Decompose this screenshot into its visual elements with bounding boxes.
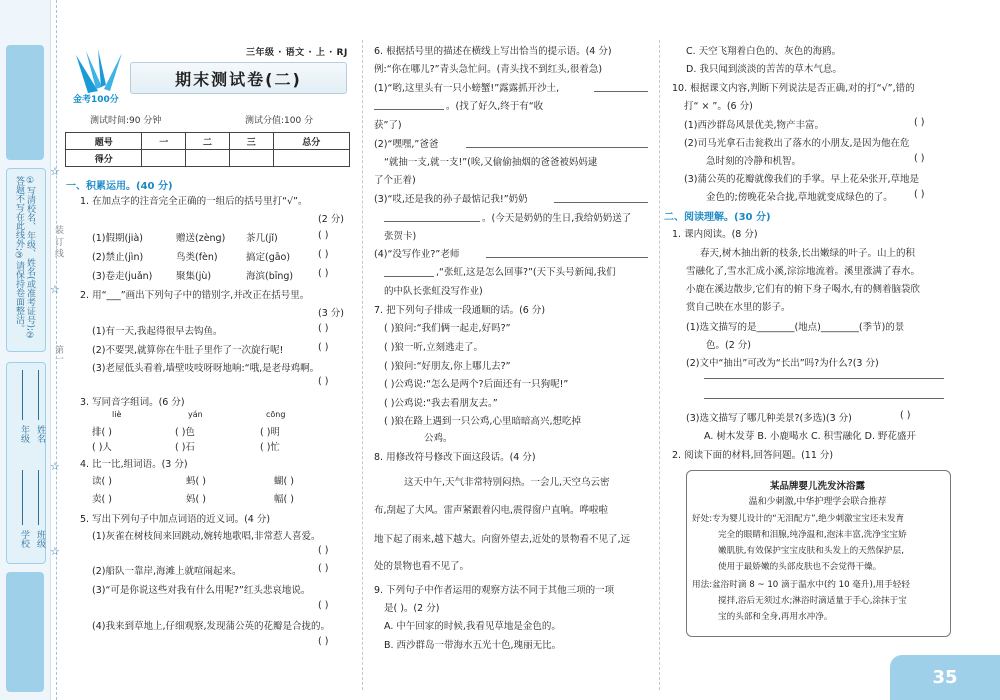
fill-word[interactable]: ( )明 [260,427,280,438]
answer-blank[interactable] [466,147,648,148]
fill-word[interactable]: 蝴( ) [274,476,294,487]
answer-blank[interactable] [594,91,648,92]
cut-line [56,0,57,700]
binding-strip [0,0,51,700]
sentence-text: (3)老屋低头看着,墙壁吱吱呀呀地响:“哦,是老母鸡啊。 [92,363,320,374]
sentence-text: (1)“哟,这里头有一只小螃蟹!”露露抓开沙土, [374,83,560,94]
field-name-line [38,370,39,420]
score-cell: 得分 [66,150,142,167]
star-icon: ☆ [50,460,60,473]
question-stem: 7. 把下列句子排成一段通顺的话。(6 分) [374,305,546,316]
star-icon: ☆ [50,283,60,296]
star-icon: ☆ [50,545,60,558]
fill-word[interactable]: 妈( ) [186,494,206,505]
order-item-tail: 公鸡。 [424,433,453,444]
statement-text: (3)蒲公英的花瓣就像我们的手掌。早上花朵张开,草地是 [684,174,919,185]
field-class-label: 班级 [35,530,45,548]
question-stem: 6. 根据括号里的描述在横线上写出恰当的提示语。(4 分) [374,46,612,57]
score-table [65,132,350,167]
question-stem: 9. 下列句子中作者运用的观察方法不同于其他三项的一项 [374,585,615,596]
passage-text: 赏自己映在水里的影子。 [686,302,791,313]
order-item[interactable]: ( )公鸡说:“我去看朋友去。” [384,398,498,409]
answer-bracket[interactable]: ( ) [914,189,925,200]
material-line: 宝的头部和全身,再用水冲净。 [718,612,833,622]
order-item[interactable]: ( )狼问:“好朋友,你上哪儿去?” [384,361,511,372]
answer-bracket[interactable]: ( ) [318,563,329,574]
sentence-text: (2)不要哭,就算你在牛肚子里作了一次旋行呢! [92,345,284,356]
sentence-text: (3)“哎,还是我的孙子最惦记我!”奶奶 [374,194,528,205]
answer-bracket[interactable]: ( ) [318,323,329,334]
option-text: (1)假期(jià) [92,233,143,244]
fill-word[interactable]: ( )石 [175,442,195,453]
passage-text: 春天,树木抽出新的枝条,长出嫩绿的叶子。山上的积 [700,248,916,259]
question-stem: 10. 根据课文内容,判断下列说法是否正确,对的打“√”,错的 [672,83,915,94]
fill-word[interactable]: 幅( ) [274,494,294,505]
material-line: 用法:盆浴时滴 8 ~ 10 滴于温水中(约 10 毫升),用手轻轻 [692,580,910,590]
statement-text: (2)司马光拿石击瓮救出了落水的小朋友,是因为他在危 [684,138,910,149]
question-stem: 3. 写同音字组词。(6 分) [80,397,185,408]
material-line: 搅拌,浴后无须过水;淋浴时滴适量于手心,涂抹于宝 [718,596,907,606]
question-stem: 4. 比一比,组词语。(3 分) [80,459,188,470]
choice-option[interactable]: A. 中午回家的时候,我看见草地是金色的。 [384,621,561,632]
sentence-text: 的中队长张虹没写作业) [384,286,483,297]
sentence-text: (4)“没写作业?”老师 [374,249,460,260]
sentence-text: (1)灰雀在树枝间来回跳动,婉转地歌唱,非常惹人喜爱。 [92,531,321,542]
question-stem-cont: 是( )。(2 分) [384,603,440,614]
field-grade-label: 年级 [19,425,29,443]
exam-time: 测试时间:90 分钟 [90,116,162,126]
score-cell: 题号 [66,133,142,150]
score-cell: 一 [142,133,186,150]
answer-bracket[interactable]: ( ) [318,249,329,260]
order-item[interactable]: ( )公鸡说:“怎么是两个?后面还有一只狗呢!” [384,379,569,390]
score-input-cell[interactable] [273,150,349,167]
field-school-line [22,470,23,525]
sentence-text: 了个正着) [374,175,416,186]
option-text: 赠送(zèng) [176,233,226,244]
score-cell: 三 [229,133,273,150]
fill-word[interactable]: 排( ) [92,427,112,438]
question-stem: 8. 用修改符号修改下面这段话。(4 分) [374,452,536,463]
score-cell: 二 [186,133,230,150]
answer-blank[interactable] [374,109,444,110]
score-input-cell[interactable] [142,150,186,167]
question-text: 色。(2 分) [706,340,751,351]
statement-text: 金色的;傍晚花朵合拢,草地就变成绿色的了。 [706,192,893,203]
answer-bracket[interactable]: ( ) [318,230,329,241]
field-grade-line [22,370,23,420]
pinyin-label: yán [188,410,203,419]
passage-text: 处的景物也看不见了。 [374,561,470,572]
exam-title: 期末测试卷(二) [130,62,347,94]
fill-word[interactable]: ( )人 [92,442,112,453]
order-item[interactable]: ( )狼问:“我们俩一起走,好吗?” [384,323,511,334]
score-table-score-row [66,150,350,167]
section-heading: 二、阅读理解。(30 分) [664,212,771,223]
material-title: 某品牌婴儿洗发沐浴露 [769,481,865,492]
score-cell: 总分 [273,133,349,150]
strip-tab-top [6,45,44,160]
pinyin-label: liè [112,410,122,419]
passage-text: 雪融化了,雪水汇成小溪,淙淙地流着。溪里涨满了春水。 [686,266,921,277]
statement-text: 急时刻的冷静和机智。 [706,156,802,167]
option-text: 茶几(jǐ) [246,233,278,244]
choice-option[interactable]: B. 西沙群岛一带海水五光十色,瑰丽无比。 [384,640,562,651]
option-text: (3)卷走(juǎn) [92,271,153,282]
fill-word[interactable]: 读( ) [92,476,112,487]
answer-blank[interactable] [384,276,434,277]
exam-total-score: 测试分值:100 分 [245,116,314,126]
binding-line-label: 装 订 线 [53,225,63,258]
sentence-text: ,“张虹,这是怎么回事?”(天下头号新闻,我们 [436,267,616,278]
question-stem: 1. 课内阅读。(8 分) [672,229,758,240]
answer-bracket[interactable]: ( ) [914,117,925,128]
answer-bracket[interactable]: ( ) [914,153,925,164]
sentence-text: 。(今天是奶奶的生日,我给奶奶送了 [482,213,632,224]
grade-label: 三年级 · 语文 · 上 · RJ [246,48,348,58]
material-line: 嫩肌肤,有效保护宝宝皮肤和头发上的天然保护层, [718,546,904,556]
question-text: (3)选文描写了哪几种美景?(多选)(3 分) [686,413,852,424]
question-stem: 2. 阅读下面的材料,回答问题。(11 分) [672,450,834,461]
answer-bracket[interactable]: ( ) [318,376,329,387]
answer-blank[interactable] [554,202,648,203]
section-heading: 一、积累运用。(40 分) [66,181,173,192]
score-input-cell[interactable] [186,150,230,167]
answer-blank[interactable] [486,257,648,258]
field-name-label: 姓名 [35,425,45,443]
sentence-text: “就抽一支,就一支!”(唉,又偷偷抽烟的爸爸被妈妈逮 [384,157,598,168]
passage-text: 布,刮起了大风。雷声紧跟着闪电,震得窗户直响。哗啦啦 [374,505,609,516]
material-line: 完全的眼睛和泪腺,纯净温和,泡沫丰富,洗净宝宝娇 [718,530,907,540]
column-divider [659,40,660,690]
order-item[interactable]: ( )狼在路上遇到一只公鸡,心里暗暗高兴,想吃掉 [384,416,581,427]
fill-word[interactable]: 卖( ) [92,494,112,505]
material-subtitle: 温和少刺激,中华护理学会联合推荐 [748,497,887,507]
column-divider [362,40,363,690]
question-stem-cont: 打“ × ”。(6 分) [684,101,753,112]
answer-line[interactable] [704,378,944,379]
answer-bracket[interactable]: ( ) [318,600,329,611]
answer-bracket[interactable]: ( ) [318,268,329,279]
brand-name: 金考100分 [73,95,119,105]
sentence-text: 。(找了好久,终于有“收 [446,101,544,112]
question-score: (2 分) [318,214,344,225]
question-stem: 2. 用“___”画出下列句子中的错别字,并改正在括号里。 [80,290,310,301]
answer-bracket[interactable]: ( ) [318,636,329,647]
choice-option[interactable]: D. 我只闻到淡淡的苦苦的草木气息。 [686,64,842,75]
page-number: 35 [890,655,1000,700]
question-stem: 1. 在加点字的注音完全正确的一组后的括号里打“√”。 [80,196,308,207]
option-text: 搞定(gāo) [246,252,291,263]
example-text: 例:“你在哪儿?”青头急忙问。(青头找不到红头,很着急) [374,64,603,75]
answer-bracket[interactable]: ( ) [900,410,911,421]
score-input-cell[interactable] [229,150,273,167]
star-icon: ☆ [50,165,60,178]
material-line: 使用于最娇嫩的头部皮肤也不会觉得干燥。 [718,562,882,572]
field-class-line [38,470,39,525]
question-text: (2)文中“抽出”可改为“长出”吗?为什么?(3 分) [686,358,879,369]
question-text: (1)选文描写的是________(地点)________(季节)的景 [686,322,905,333]
fill-word[interactable]: 蚂( ) [186,476,206,487]
question-stem: 5. 写出下列句子中加点词语的近义词。(4 分) [80,514,271,525]
sentence-text: (2)“嘿嘿,”爸爸 [374,139,439,150]
answer-bracket[interactable]: ( ) [318,545,329,556]
answer-line[interactable] [704,398,944,399]
field-school-label: 学校 [19,530,29,548]
option-text: 聚集(jù) [176,271,212,282]
strip-tab-bottom [6,572,44,692]
fill-word[interactable]: ( )色 [175,427,195,438]
binding-mid-label: 第一 [53,345,63,363]
sentence-text: 张贺卡) [384,231,417,242]
score-table-header-row [66,133,350,150]
passage-text: 地下起了雨来,越下越大。向窗外望去,近处的景物看不见了,远 [374,534,631,545]
statement-text: (1)西沙群岛风景优美,物产丰富。 [684,120,824,131]
question-score: (3 分) [318,308,344,319]
pinyin-label: cōng [266,410,286,419]
fill-word[interactable]: ( )忙 [260,442,280,453]
sentence-text: (4)我来到草地上,仔细观察,发现蒲公英的花瓣是合拢的。 [92,621,330,632]
option-text: 海滨(bīng) [246,271,294,282]
choice-option[interactable]: C. 天空飞翔着白色的、灰色的海鸥。 [686,46,842,57]
strip-notice: ①写清校名、年级、姓名(或准考证号);②答题不写在此线外;③请保持卷面整洁。 [14,176,35,342]
sentence-text: (1)有一天,我起得很早去钩鱼。 [92,326,223,337]
material-line: 好处:专为婴儿设计的“无泪配方”,绝少刺激宝宝还未发育 [692,514,905,524]
passage-text: 这天中午,天气非常特别闷热。一会儿,天空乌云密 [404,477,610,488]
order-item[interactable]: ( )狼一听,立刻逃走了。 [384,342,483,353]
option-text: 鸟类(fèn) [176,252,218,263]
option-text: (2)禁止(jìn) [92,252,144,263]
answer-blank[interactable] [384,221,480,222]
sentence-text: (3)“可是你说这些对我有什么用呢?”红头悲哀地说。 [92,585,311,596]
sentence-text: 获”了) [374,120,402,131]
passage-text: 小鹿在溪边散步,它们有的俯下身子喝水,有的侧着脑袋欣 [686,284,921,295]
choice-options[interactable]: A. 树木发芽 B. 小鹿喝水 C. 积雪融化 D. 野花盛开 [704,431,917,442]
sentence-text: (2)船队一靠岸,海滩上就喧闹起来。 [92,566,242,577]
answer-bracket[interactable]: ( ) [318,342,329,353]
